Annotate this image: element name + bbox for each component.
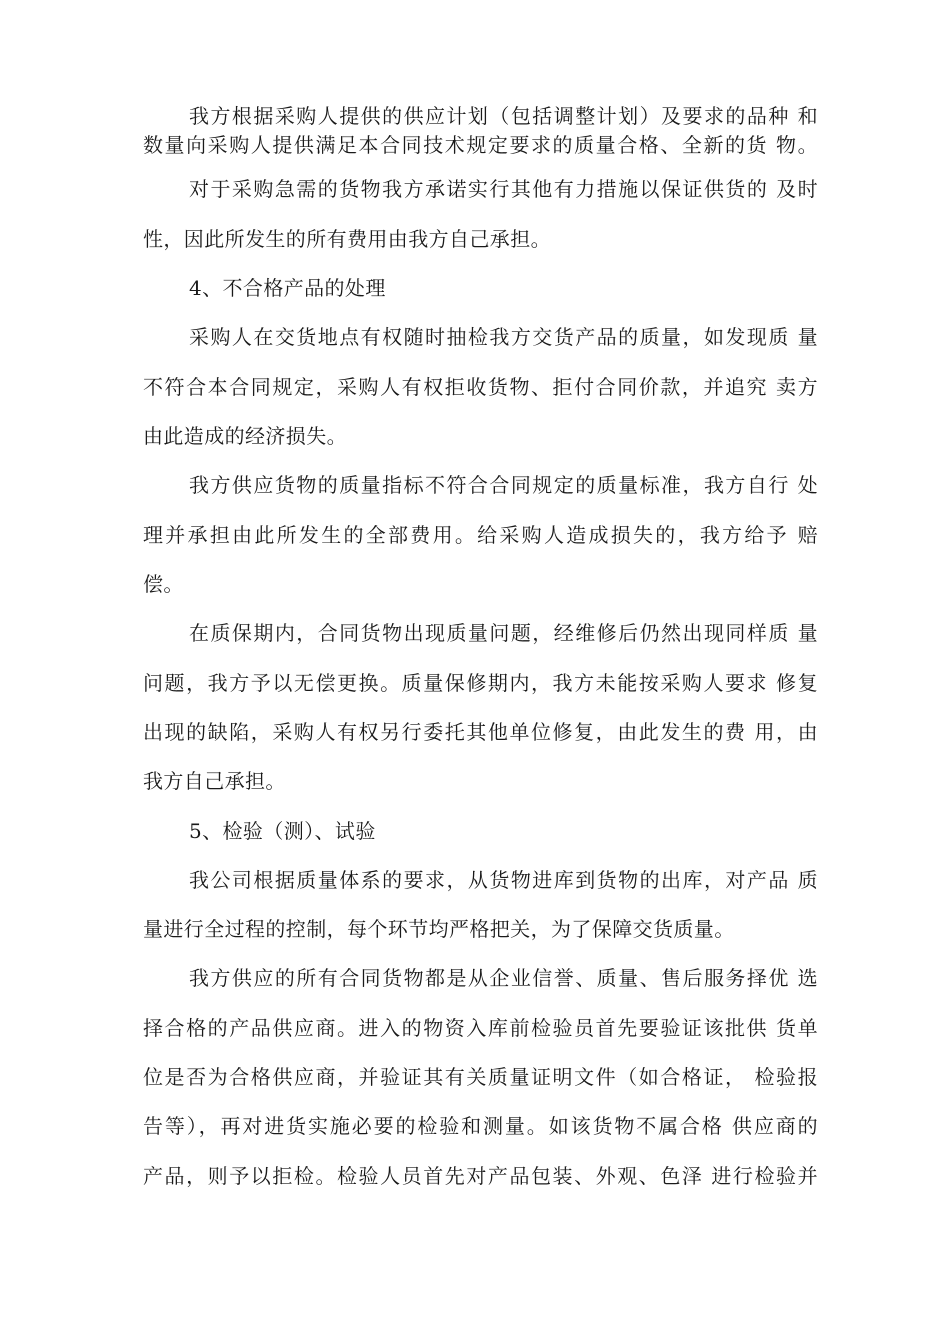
text-line: 位是否为合格供应商，并验证其有关质量证明文件（如合格证， 检验报: [143, 1065, 818, 1089]
text-line: 我公司根据质量体系的要求，从货物进库到货物的出库，对产品 质: [189, 868, 818, 892]
text-line: 采购人在交货地点有权随时抽检我方交货产品的质量，如发现质 量: [189, 325, 818, 349]
text-line: 由此造成的经济损失。: [143, 424, 347, 448]
text-line: 对于采购急需的货物我方承诺实行其他有力措施以保证供货的 及时: [189, 177, 818, 201]
text-line: 性，因此所发生的所有费用由我方自己承担。: [143, 227, 551, 251]
text-line: 产品，则予以拒检。检验人员首先对产品包装、外观、色泽 进行检验并: [143, 1164, 818, 1188]
text-line: 我方根据采购人提供的供应计划（包括调整计划）及要求的品种 和: [189, 104, 818, 128]
text-line: 偿。: [143, 572, 184, 596]
text-line: 量进行全过程的控制，每个环节均严格把关，为了保障交货质量。: [143, 917, 735, 941]
text-line: 我方供应货物的质量指标不符合合同规定的质量标准，我方自行 处: [189, 473, 818, 497]
section-heading: 4、不合格产品的处理: [189, 276, 386, 300]
text-line: 理并承担由此所发生的全部费用。给采购人造成损失的，我方给予 赔: [143, 523, 818, 547]
text-line: 择合格的产品供应商。进入的物资入库前检验员首先要验证该批供 货单: [143, 1016, 818, 1040]
text-line: 告等），再对进货实施必要的检验和测量。如该货物不属合格 供应商的: [143, 1114, 818, 1138]
text-line: 我方自己承担。: [143, 769, 286, 793]
text-line: 出现的缺陷，采购人有权另行委托其他单位修复，由此发生的费 用，由: [143, 720, 818, 744]
text-line: 不符合本合同规定，采购人有权拒收货物、拒付合同价款，并追究 卖方: [143, 375, 818, 399]
text-line: 数量向采购人提供满足本合同技术规定要求的质量合格、全新的货 物。: [143, 133, 818, 157]
text-line: 我方供应的所有合同货物都是从企业信誉、质量、售后服务择优 选: [189, 966, 818, 990]
text-line: 问题，我方予以无偿更换。质量保修期内，我方未能按采购人要求 修复: [143, 671, 818, 695]
section-heading: 5、检验（测）、试验: [189, 819, 376, 843]
text-line: 在质保期内，合同货物出现质量问题，经维修后仍然出现同样质 量: [189, 621, 818, 645]
